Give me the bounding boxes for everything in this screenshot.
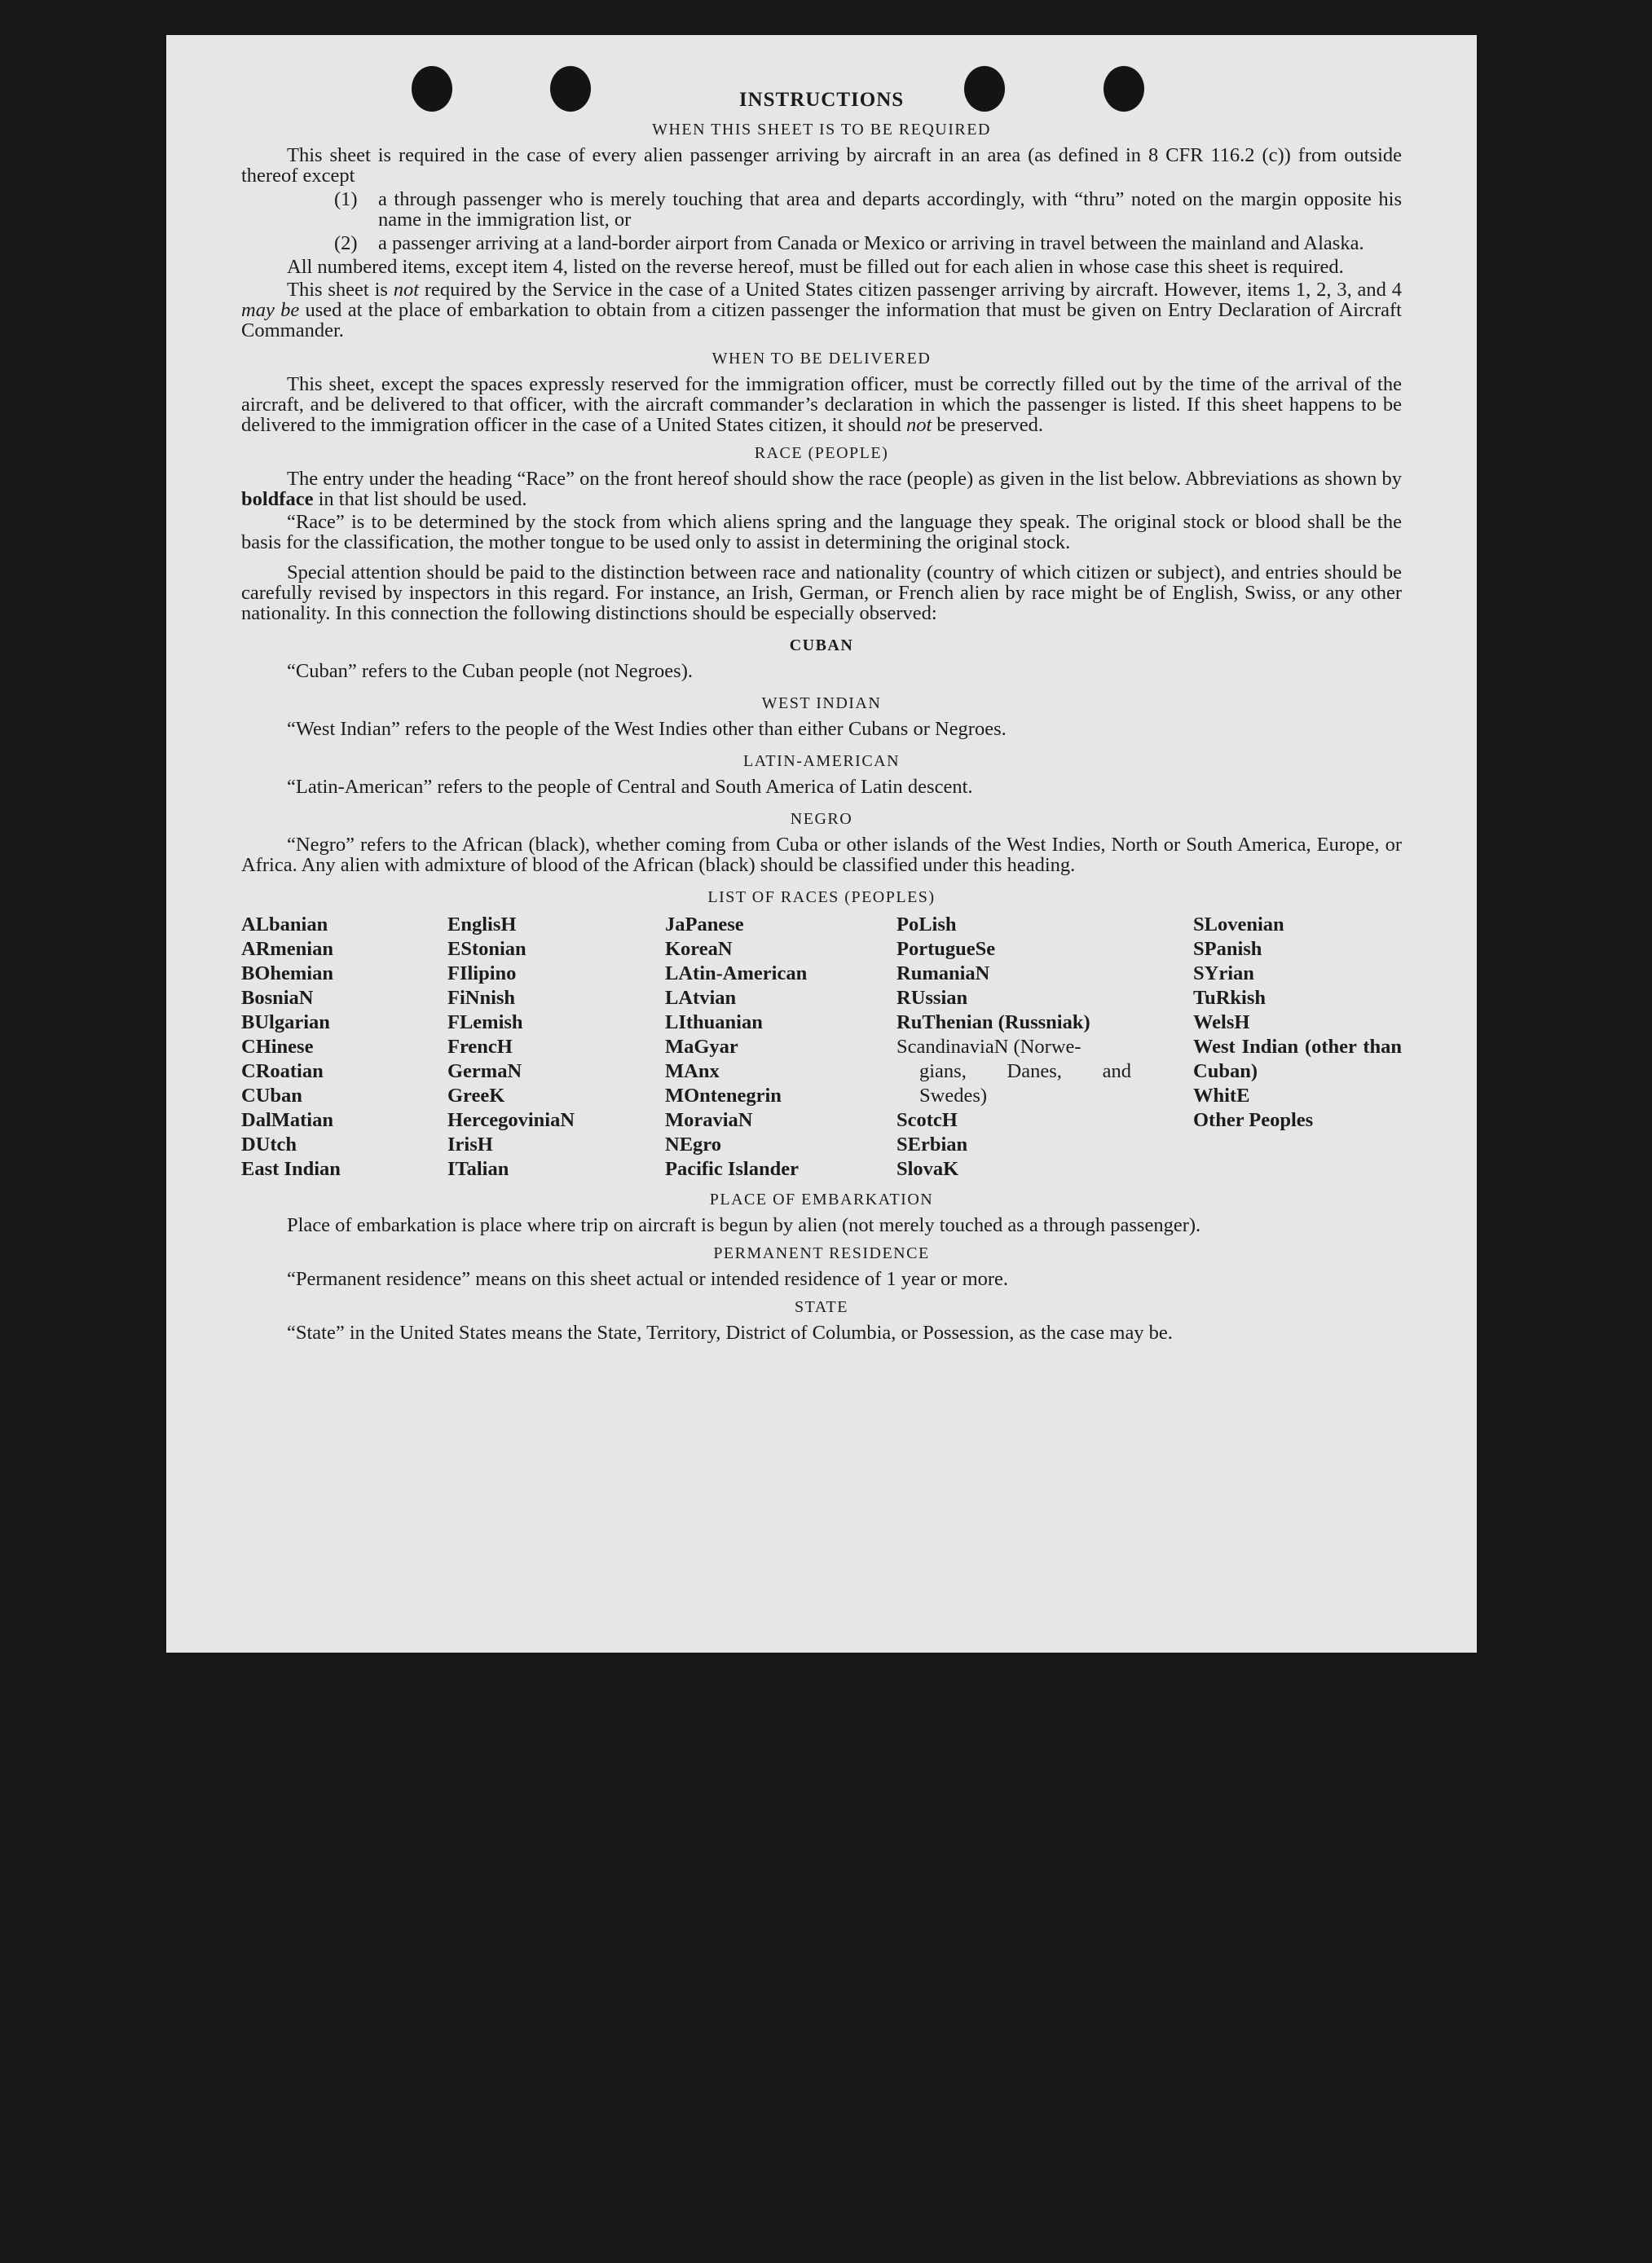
- race-entry: DalMatian: [241, 1109, 333, 1131]
- race-entry: FLemish: [447, 1011, 523, 1033]
- race-entry: ALbanian: [241, 914, 328, 936]
- item-number: (2): [334, 232, 358, 254]
- race-entry: FrencH: [447, 1036, 513, 1058]
- race-entry: HercegoviniaN: [447, 1109, 575, 1131]
- race-entry: LAtin-American: [665, 962, 808, 984]
- race-entry: BUlgarian: [241, 1011, 330, 1033]
- heading-west-indian: WEST INDIAN: [761, 694, 882, 712]
- race-entry: KoreaN: [665, 938, 733, 960]
- race-entry: FIlipino: [447, 962, 517, 984]
- race-entry: gians, Danes, and Swedes): [919, 1060, 1131, 1107]
- race-entry: East Indian: [241, 1158, 341, 1180]
- race-entry: JaPanese: [665, 914, 744, 936]
- race-entry: Pacific Islander: [665, 1158, 799, 1180]
- race-entry: CHinese: [241, 1036, 314, 1058]
- paragraph: “Negro” refers to the African (black), whether coming from Cuba or other islands of the West Indies, North or South America, Europe, or Africa. Any alien with admixture of blood of the African (black) should be classified under this heading.: [241, 834, 1402, 876]
- race-entry: ScotcH: [896, 1109, 958, 1131]
- race-entry: RUssian: [896, 987, 968, 1009]
- race-entry: GermaN: [447, 1060, 522, 1082]
- race-entry: PortugueSe: [896, 938, 996, 960]
- paragraph: “State” in the United States means the State, Territory, District of Columbia, or Possession, as the case may be.: [287, 1322, 1173, 1344]
- heading-embarkation: PLACE OF EMBARKATION: [709, 1191, 934, 1209]
- race-entry: West Indian (other than Cuban): [1193, 1036, 1402, 1082]
- list-item: [334, 189, 1402, 230]
- race-entry: SErbian: [896, 1134, 968, 1156]
- race-entry: ScandinaviaN (Norwe-: [896, 1036, 1082, 1058]
- race-entry: TuRkish: [1193, 987, 1267, 1009]
- race-entry: ITalian: [447, 1158, 509, 1180]
- race-entry: LIthuanian: [665, 1011, 763, 1033]
- race-entry: Other Peoples: [1193, 1109, 1314, 1131]
- paragraph: All numbered items, except item 4, listed on the reverse hereof, must be filled out for each alien in whose case this sheet is required.: [287, 256, 1344, 278]
- races-column: [896, 913, 1131, 1182]
- binder-hole: [964, 66, 1005, 112]
- heading-permanent-residence: PERMANENT RESIDENCE: [713, 1244, 930, 1262]
- heading-when-required: WHEN THIS SHEET IS TO BE REQUIRED: [652, 121, 991, 139]
- races-column: [447, 913, 665, 1182]
- paragraph: “Permanent residence” means on this sheet actual or intended residence of 1 year or more.: [287, 1268, 1009, 1290]
- item-text: a through passenger who is merely touching that area and departs accordingly, with “thru” noted on the margin opposite his name in the immigration list, or: [378, 188, 1402, 231]
- races-column: [241, 913, 447, 1182]
- race-entry: SLovenian: [1193, 914, 1284, 936]
- paragraph: This sheet is not required by the Service in the case of a United States citizen passenger arriving by aircraft. However, items 1, 2, 3, and 4 may be used at the place of embarkation to obtain from a citizen passenger the information that must be given on Entry Declaration of Aircraft Commander.: [241, 279, 1402, 341]
- binder-hole: [412, 66, 452, 112]
- race-entry: LAtvian: [665, 987, 737, 1009]
- item-text: a passenger arriving at a land-border airport from Canada or Mexico or arriving in travel between the mainland and Alaska.: [378, 232, 1364, 254]
- races-list: [241, 913, 1402, 1182]
- paragraph: This sheet is required in the case of every alien passenger arriving by aircraft in an area (as defined in 8 CFR 116.2 (c)) from outside thereof except: [241, 144, 1402, 187]
- race-entry: WhitE: [1193, 1085, 1250, 1107]
- heading-list-of-races: LIST OF RACES (PEOPLES): [707, 888, 936, 906]
- item-number: (1): [334, 188, 358, 210]
- paragraph: “West Indian” refers to the people of the West Indies other than either Cubans or Negroes.: [287, 718, 1007, 740]
- paragraph: This sheet, except the spaces expressly reserved for the immigration officer, must be correctly filled out by the time of the arrival of the aircraft, and be delivered to that officer, with the aircraft commander’s declaration in which the passenger is listed. If this sheet happens to be delivered to the immigration officer in the case of a United States citizen, it should not be preserved.: [241, 373, 1402, 436]
- paragraph: “Cuban” refers to the Cuban people (not Negroes).: [287, 660, 693, 682]
- instruction-sheet: [166, 35, 1477, 1653]
- heading-latin-american: LATIN-AMERICAN: [742, 752, 901, 770]
- paragraph: The entry under the heading “Race” on the front hereof should show the race (people) as given in the list below. Abbreviations as shown by boldface in that list should be used.: [241, 468, 1402, 510]
- list-item: [334, 233, 1402, 253]
- binder-hole: [550, 66, 591, 112]
- race-entry: BOhemian: [241, 962, 333, 984]
- race-entry: SlovaK: [896, 1158, 959, 1180]
- race-entry: PoLish: [896, 914, 957, 936]
- paragraph: Place of embarkation is place where trip on aircraft is begun by alien (not merely touched as a through passenger).: [287, 1214, 1201, 1236]
- race-entry: MOntenegrin: [665, 1085, 782, 1107]
- race-entry: CUban: [241, 1085, 302, 1107]
- race-entry: RumaniaN: [896, 962, 990, 984]
- race-entry: DUtch: [241, 1134, 297, 1156]
- binder-hole: [1104, 66, 1144, 112]
- race-entry: MoraviaN: [665, 1109, 753, 1131]
- race-entry: FiNnish: [447, 987, 516, 1009]
- race-entry: RuThenian (Russniak): [896, 1011, 1090, 1033]
- heading-state: STATE: [795, 1298, 848, 1316]
- heading-race: RACE (PEOPLE): [754, 444, 889, 462]
- race-entry: SPanish: [1193, 938, 1262, 960]
- heading-cuban: CUBAN: [789, 636, 854, 654]
- document-title: INSTRUCTIONS: [738, 89, 905, 111]
- race-entry: MAnx: [665, 1060, 720, 1082]
- heading-negro: NEGRO: [790, 810, 853, 828]
- race-entry: EnglisH: [447, 914, 517, 936]
- race-entry: BosniaN: [241, 987, 314, 1009]
- paragraph: “Race” is to be determined by the stock from which aliens spring and the language they speak. The original stock or blood shall be the basis for the classification, the mother tongue to be used only to assist in determining the original stock.: [241, 511, 1402, 553]
- race-entry: NEgro: [665, 1134, 721, 1156]
- race-entry: ARmenian: [241, 938, 333, 960]
- paragraph: “Latin-American” refers to the people of Central and South America of Latin descent.: [287, 776, 973, 798]
- race-entry: MaGyar: [665, 1036, 738, 1058]
- race-entry: IrisH: [447, 1134, 493, 1156]
- race-entry: WelsH: [1193, 1011, 1250, 1033]
- race-entry: GreeK: [447, 1085, 505, 1107]
- races-column: [1193, 913, 1402, 1182]
- paragraph: Special attention should be paid to the distinction between race and nationality (country of which citizen or subject), and entries should be carefully revised by inspectors in this regard. For instance, an Irish, German, or French alien by race might be of English, Swiss, or any other nationality. In this connection the following distinctions should be especially observed:: [241, 561, 1402, 624]
- race-entry: EStonian: [447, 938, 526, 960]
- race-entry: SYrian: [1193, 962, 1254, 984]
- heading-when-delivered: WHEN TO BE DELIVERED: [711, 350, 932, 368]
- race-entry: CRoatian: [241, 1060, 324, 1082]
- races-column: [665, 913, 896, 1182]
